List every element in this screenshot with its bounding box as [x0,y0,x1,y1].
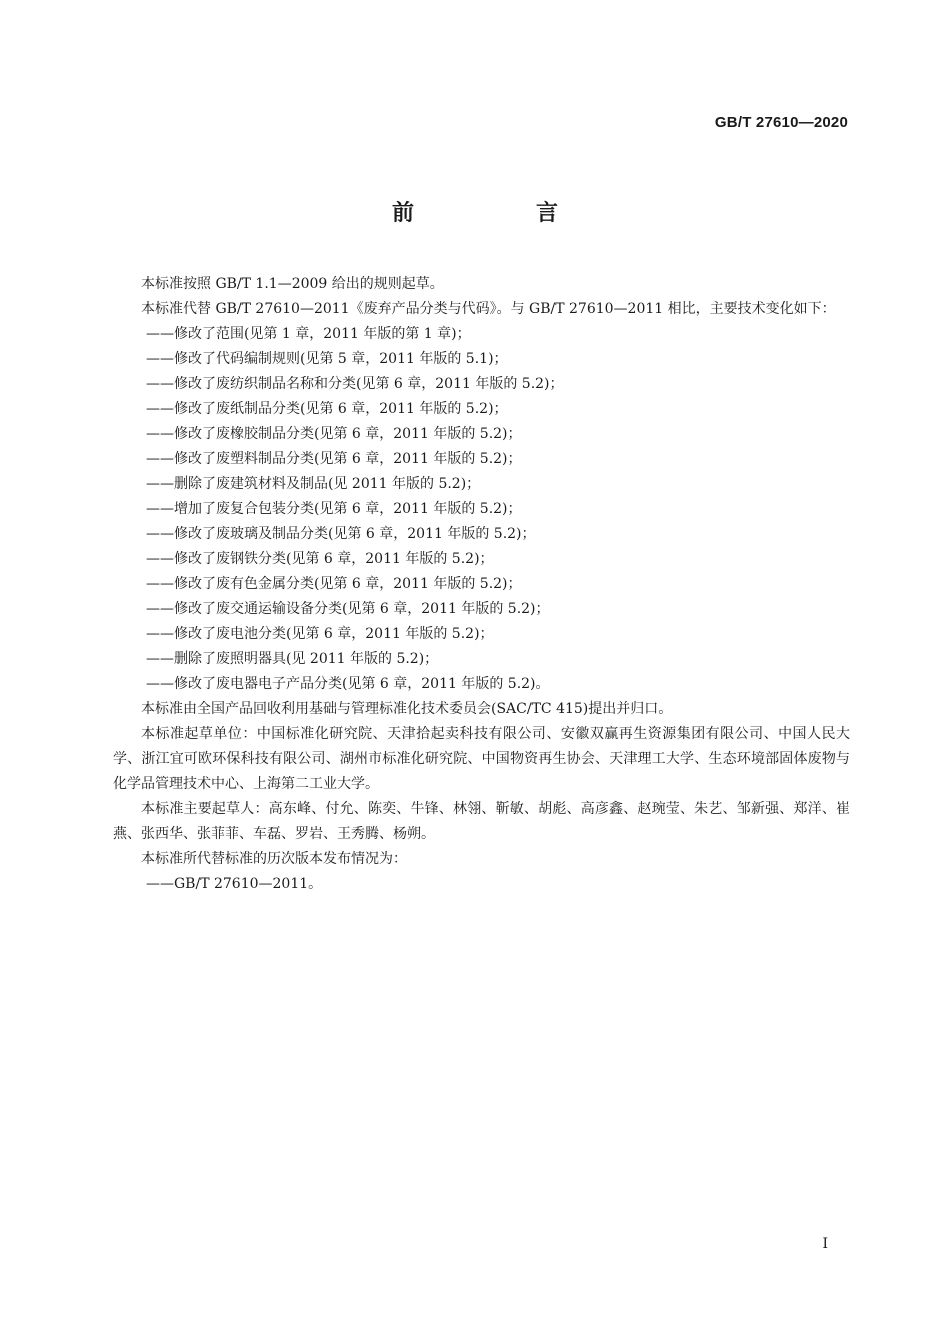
section-title: 前 言 [391,201,608,226]
change-item: ——修改了废交通运输设备分类(见第 6 章，2011 年版的 5.2)； [146,601,550,617]
change-item: ——修改了代码编制规则(见第 5 章，2011 年版的 5.1)； [146,351,508,367]
document-body [113,272,850,897]
change-item: ——修改了废有色金属分类(见第 6 章，2011 年版的 5.2)； [146,576,522,592]
change-item: ——增加了废复合包装分类(见第 6 章，2011 年版的 5.2)； [146,501,522,517]
change-item: ——修改了废电池分类(见第 6 章，2011 年版的 5.2)； [146,626,494,642]
change-item: ——修改了废纸制品分类(见第 6 章，2011 年版的 5.2)； [146,401,508,417]
change-item: ——删除了废照明器具(见 2011 年版的 5.2)； [146,651,439,667]
intro-paragraph: 本标准代替 GB/T 27610—2011《废弃产品分类与代码》。与 GB/T 27610—2011 相比，主要技术变化如下： [141,301,836,317]
change-item: ——修改了废玻璃及制品分类(见第 6 章，2011 年版的 5.2)； [146,526,536,542]
history-heading: 本标准所代替标准的历次版本发布情况为： [141,851,407,867]
intro-paragraph: 本标准按照 GB/T 1.1—2009 给出的规则起草。 [141,276,444,292]
change-item: ——删除了废建筑材料及制品(见 2011 年版的 5.2)； [146,476,481,492]
history-item: ——GB/T 27610—2011。 [146,876,323,892]
change-item: ——修改了废钢铁分类(见第 6 章，2011 年版的 5.2)； [146,551,494,567]
change-item: ——修改了废电器电子产品分类(见第 6 章，2011 年版的 5.2)。 [146,676,550,692]
change-item: ——修改了废橡胶制品分类(见第 6 章，2011 年版的 5.2)； [146,426,522,442]
change-item: ——修改了废纺织制品名称和分类(见第 6 章，2011 年版的 5.2)； [146,376,564,392]
change-item: ——修改了范围(见第 1 章，2011 年版的第 1 章)； [146,326,471,342]
page-number: I [822,1236,828,1252]
document-code: GB/T 27610—2020 [714,114,848,131]
drafting-units-paragraph: 本标准起草单位：中国标准化研究院、天津拾起卖科技有限公司、安徽双赢再生资源集团有限公司、中国人民大学、浙江宜可欧环保科技有限公司、湖州市标准化研究院、中国物资再生协会、天津理工大学、生态环境部固体废物与化学品管理技术中心、上海第二工业大学。 [113,726,850,792]
proposer-paragraph: 本标准由全国产品回收利用基础与管理标准化技术委员会(SAC/TC 415)提出并归口。 [141,701,673,717]
drafters-paragraph: 本标准主要起草人：高东峰、付允、陈奕、牛锋、林翎、靳敏、胡彪、高彦鑫、赵琬莹、朱艺、邹新强、郑洋、崔燕、张西华、张菲菲、车磊、罗岩、王秀腾、杨朔。 [113,801,850,842]
change-item: ——修改了废塑料制品分类(见第 6 章，2011 年版的 5.2)； [146,451,522,467]
